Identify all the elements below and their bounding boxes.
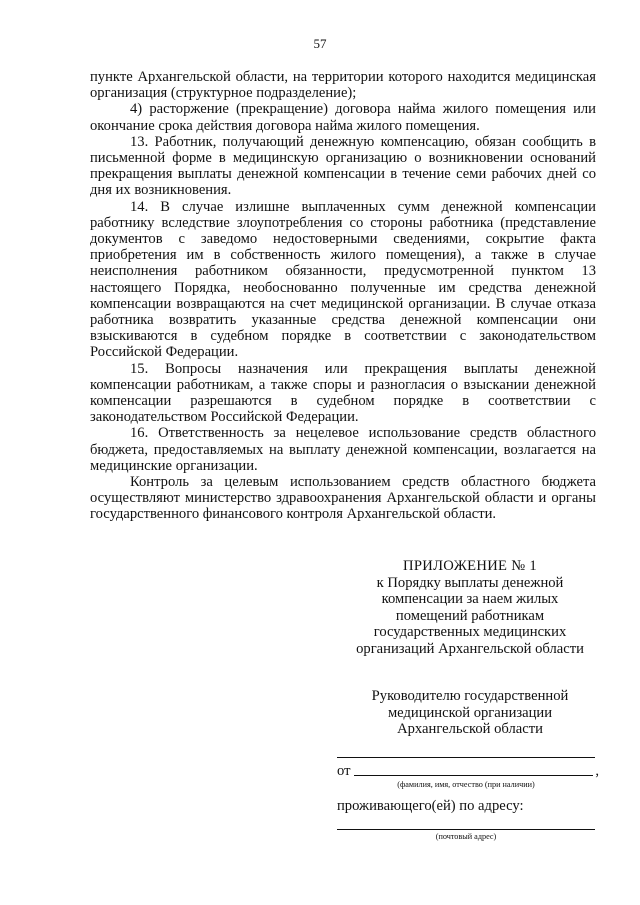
appendix-line: помещений работникам xyxy=(395,607,545,624)
appendix-line: компенсации за наем жилых xyxy=(381,591,559,608)
residing-label: проживающего(ей) по адресу: xyxy=(337,798,524,814)
paragraph-16: 16. Ответственность за нецелевое использование средств областного бюджета, предоставляемых на выплату денежной компенсации, возлагается на медицинские организации. xyxy=(90,425,596,474)
appendix-line: государственных медицинских xyxy=(373,624,567,641)
address-field-line[interactable] xyxy=(337,829,595,830)
addressee-line: Руководителю государственной xyxy=(371,688,569,704)
appendix-heading: ПРИЛОЖЕНИЕ № 1 xyxy=(403,558,537,574)
name-caption: (фамилия, имя, отчество (при наличии) xyxy=(397,780,535,789)
addressee-line: медицинской организации xyxy=(387,704,553,721)
paragraph-15: 15. Вопросы назначения или прекращения выплаты денежной компенсации работникам, а также споры и разногласия о взыскании денежной компенсации разрешаются в судебном порядке в соответствии с законодательством Российской Федерации. xyxy=(90,360,596,426)
body-text xyxy=(90,69,596,523)
address-caption: (почтовый адрес) xyxy=(435,832,497,841)
paragraph-continuation: пункте Архангельской области, на территории которого находится медицинская организация (структурное подразделение); xyxy=(90,69,596,102)
paragraph-item-4: 4) расторжение (прекращение) договора найма жилого помещения или окончание срока действия договора найма жилого помещения. xyxy=(90,101,596,134)
name-field-line[interactable] xyxy=(354,775,593,776)
addressee-blank-line[interactable] xyxy=(337,757,595,758)
from-label: от xyxy=(337,763,351,779)
addressee-block xyxy=(335,688,605,738)
from-row xyxy=(337,762,599,780)
appendix-line: организаций Архангельской области xyxy=(356,640,584,657)
page-number: 57 xyxy=(313,36,327,51)
paragraph-control: Контроль за целевым использованием средств областного бюджета осуществляют министерство здравоохранения Архангельской области и органы государственного финансового контроля Архангельской области. xyxy=(90,474,596,523)
appendix-line: к Порядку выплаты денежной xyxy=(376,574,564,591)
paragraph-13: 13. Работник, получающий денежную компенсацию, обязан сообщить в письменной форме в медицинскую организацию о возникновении оснований прекращения выплаты денежной компенсации в течение семи рабочих дней со дня их возникновения. xyxy=(90,133,596,199)
from-suffix: , xyxy=(595,763,599,779)
appendix-block xyxy=(335,558,605,658)
addressee-line: Архангельской области xyxy=(397,721,543,738)
paragraph-14: 14. В случае излишне выплаченных сумм денежной компенсации работнику вследствие злоупотребления со стороны работника (представление документов с заведомо недостоверными сведениями, сокрытие факта приобретения им в собственность жилого помещения), а также в случае неисполнения работником обязанности, предусмотренной пунктом 13 настоящего Порядка, необоснованно полученные им средства денежной компенсации возвращаются на счет медицинской организации. В случае отказа работника возвратить указанные средства денежной компенсации они взыскиваются в судебном порядке в соответствии с законодательством Российской Федерации. xyxy=(90,198,596,361)
